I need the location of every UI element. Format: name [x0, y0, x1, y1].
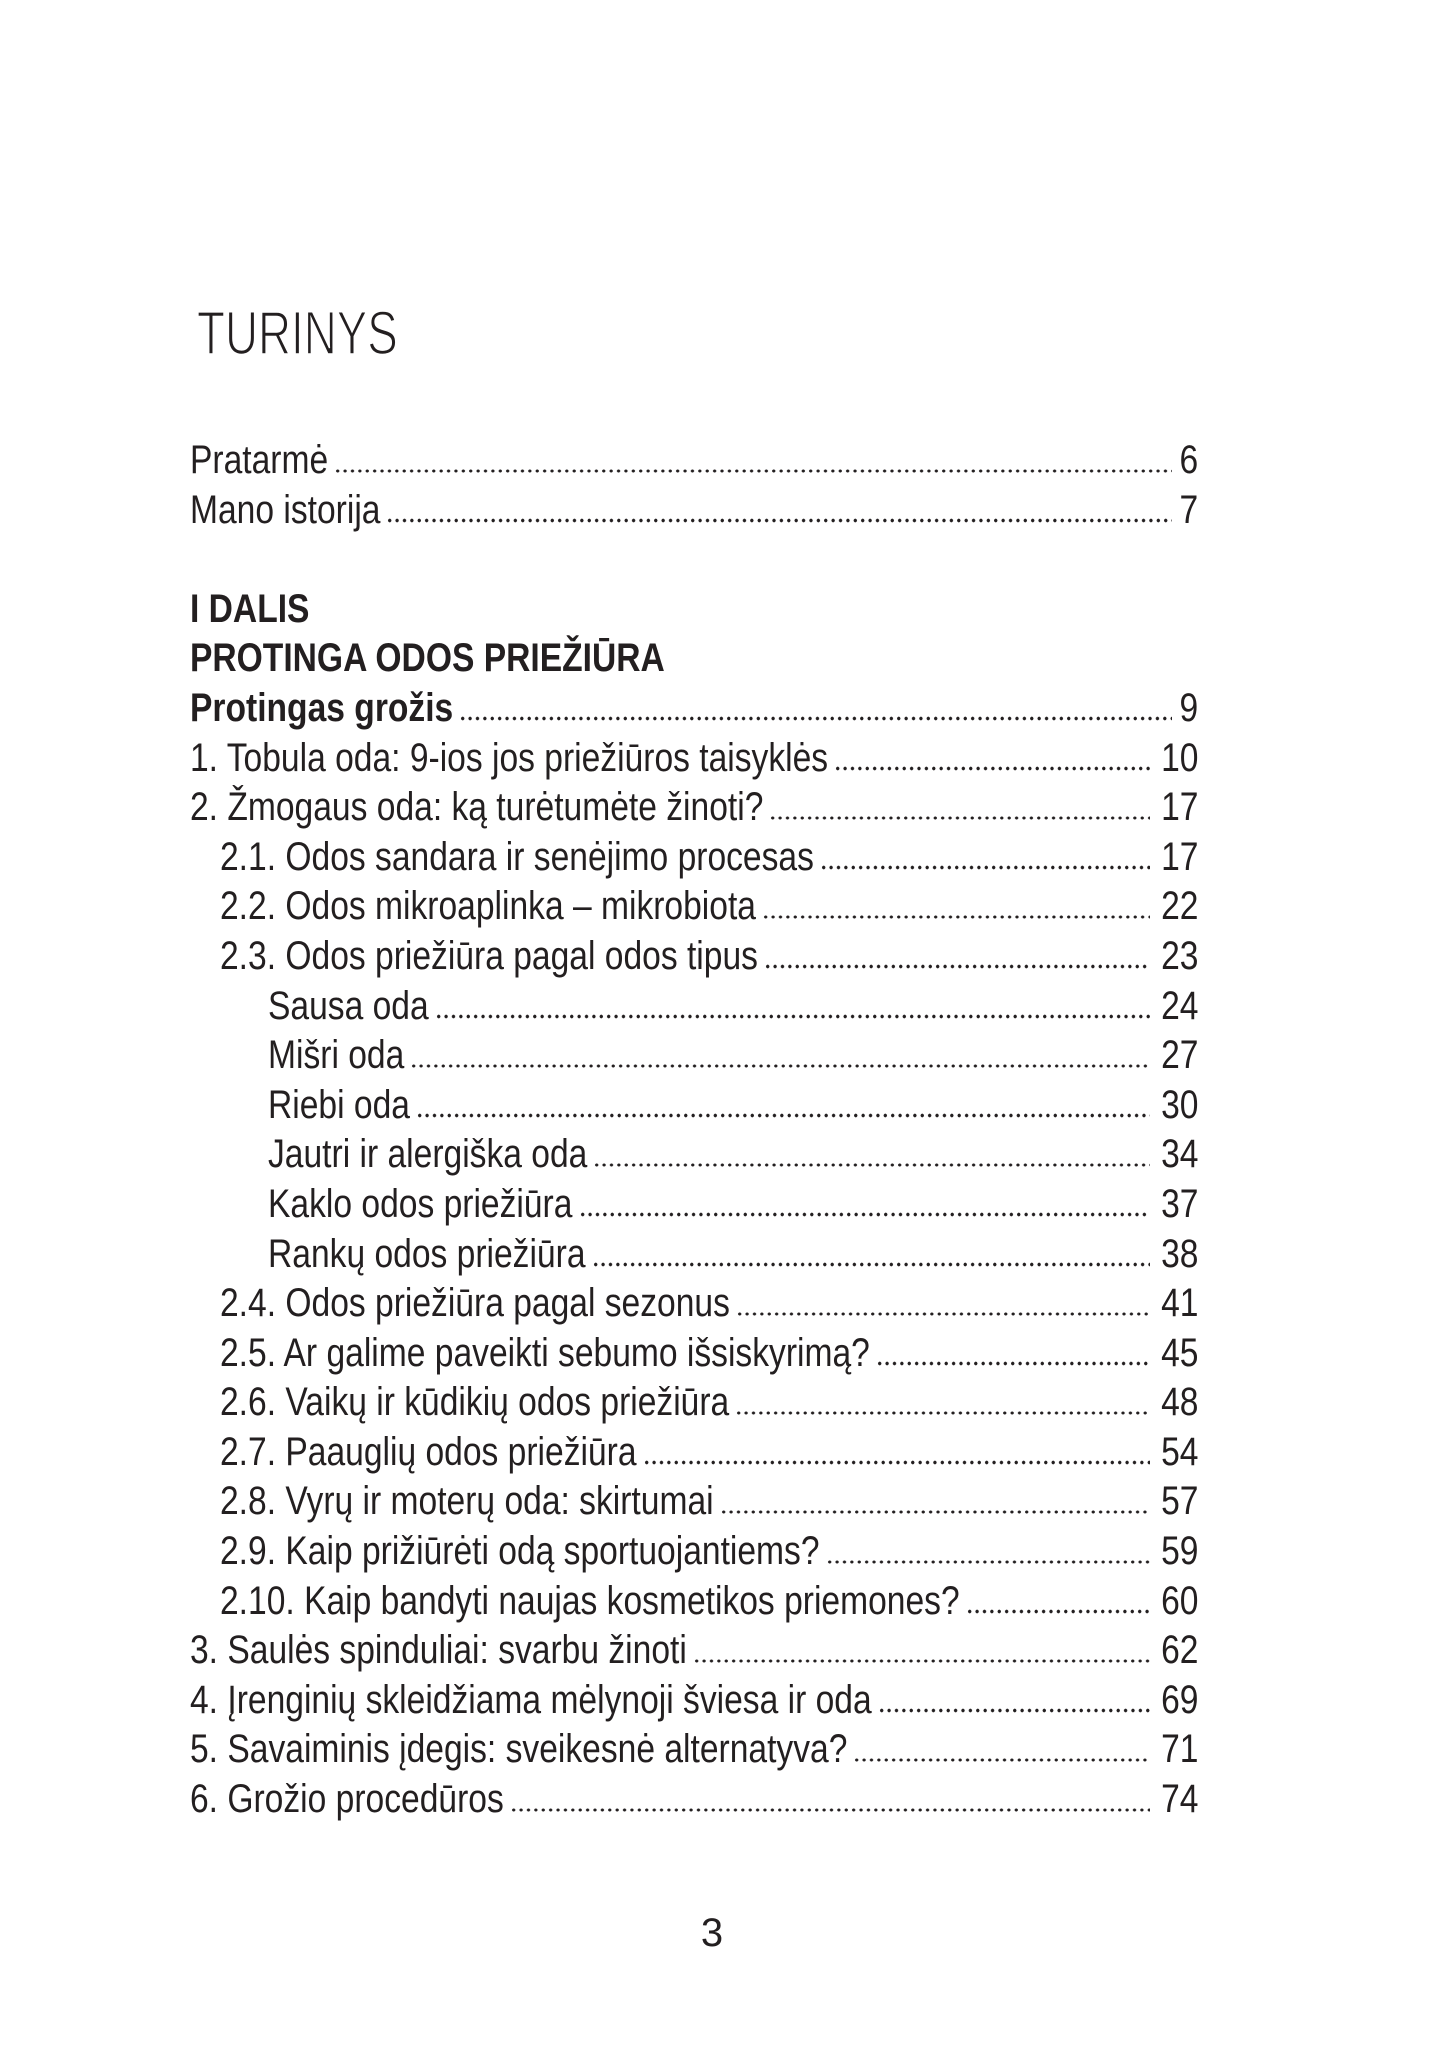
toc-entry-page: 10	[1160, 735, 1198, 780]
toc-entry-label: 2.7. Paauglių odos priežiūra	[220, 1429, 637, 1474]
toc-entry	[190, 1725, 1198, 1775]
toc-entry-label: Jautri ir alergiška oda	[268, 1132, 588, 1177]
toc-entry-label: 2.9. Kaip prižiūrėti odą sportuojantiems?	[220, 1529, 820, 1574]
toc-entry	[190, 1428, 1198, 1478]
toc-entry	[190, 1477, 1198, 1527]
toc-entry-page: 30	[1160, 1082, 1198, 1127]
toc-entry-label: 2.1. Odos sandara ir senėjimo procesas	[220, 834, 814, 879]
toc-entry-label: Rankų odos priežiūra	[268, 1231, 586, 1276]
toc-entry-label: 3. Saulės spinduliai: svarbu žinoti	[190, 1628, 687, 1673]
toc-entry-page: 23	[1160, 933, 1198, 978]
toc-entry	[190, 1130, 1198, 1180]
toc-entry-label: 2.5. Ar galime paveikti sebumo išsiskyrimą?	[220, 1330, 870, 1375]
toc-entry-page: 37	[1160, 1181, 1198, 1226]
toc-entry-label: Pratarmė	[190, 438, 329, 482]
toc-entry-page: 17	[1160, 834, 1198, 879]
dot-leader	[878, 1708, 1150, 1713]
dot-leader	[736, 1312, 1150, 1317]
dot-leader	[643, 1460, 1150, 1465]
dot-leader	[693, 1659, 1150, 1664]
toc-entry	[190, 634, 1198, 684]
dot-leader	[762, 915, 1150, 920]
toc-entry-page: 54	[1160, 1429, 1198, 1474]
toc-entry	[190, 982, 1198, 1032]
toc-entry-page: 34	[1160, 1132, 1198, 1177]
dot-leader	[764, 964, 1150, 969]
dot-leader	[435, 1014, 1150, 1019]
toc-entry-label: Protingas grožis	[190, 685, 454, 730]
toc-entry-page: 45	[1160, 1330, 1198, 1375]
table-of-contents	[190, 436, 1198, 1825]
dot-leader	[735, 1411, 1149, 1416]
toc-entry	[190, 1031, 1198, 1081]
toc-entry-page: 69	[1160, 1677, 1198, 1722]
dot-leader	[579, 1212, 1150, 1217]
toc-entry-label: 2.3. Odos priežiūra pagal odos tipus	[220, 933, 758, 978]
toc-entry-page: 71	[1160, 1727, 1198, 1772]
toc-entry	[190, 585, 1198, 635]
dot-leader	[410, 1064, 1149, 1069]
dot-leader	[592, 1262, 1150, 1267]
page-title: TURINYS	[197, 298, 398, 367]
dot-leader	[416, 1113, 1150, 1118]
dot-leader	[966, 1609, 1150, 1614]
toc-entry-label: Mišri oda	[268, 1033, 405, 1078]
toc-entry	[190, 486, 1198, 536]
toc-entry-page: 24	[1160, 983, 1198, 1028]
toc-entry-label: 6. Grožio procedūros	[190, 1777, 504, 1822]
dot-leader	[386, 518, 1171, 523]
toc-entry	[190, 1676, 1198, 1726]
toc-entry	[190, 1081, 1198, 1131]
dot-leader	[720, 1510, 1150, 1515]
toc-entry-label: 2.6. Vaikų ir kūdikių odos priežiūra	[220, 1380, 730, 1425]
toc-entry-label: 2.4. Odos priežiūra pagal sezonus	[220, 1281, 730, 1326]
toc-entry	[190, 734, 1198, 784]
dot-leader	[876, 1361, 1150, 1366]
toc-entry	[190, 684, 1198, 734]
toc-entry	[190, 1626, 1198, 1676]
toc-entry-page: 27	[1160, 1033, 1198, 1078]
toc-entry-label: 2.8. Vyrų ir moterų oda: skirtumai	[220, 1479, 714, 1524]
dot-leader	[826, 1560, 1150, 1565]
toc-entry	[190, 1329, 1198, 1379]
dot-leader	[853, 1758, 1149, 1763]
toc-entry-label: Mano istorija	[190, 487, 381, 532]
toc-entry-label: 2. Žmogaus oda: ką turėtumėte žinoti?	[190, 785, 764, 830]
toc-entry-page: 7	[1179, 487, 1198, 532]
toc-entry-label: Kaklo odos priežiūra	[268, 1181, 573, 1226]
toc-entry-page: 57	[1160, 1479, 1198, 1524]
dot-leader	[593, 1163, 1149, 1168]
dot-leader	[834, 766, 1149, 771]
toc-entry	[190, 1527, 1198, 1577]
toc-entry-page: 62	[1160, 1628, 1198, 1673]
toc-entry-label: Riebi oda	[268, 1082, 410, 1127]
dot-leader	[510, 1808, 1150, 1813]
toc-entry-page: 48	[1160, 1380, 1198, 1425]
dot-leader	[820, 865, 1150, 870]
toc-entry-page: 60	[1160, 1578, 1198, 1623]
toc-entry	[190, 783, 1198, 833]
dot-leader	[334, 469, 1172, 474]
toc-entry-page: 41	[1160, 1281, 1198, 1326]
dot-leader	[769, 816, 1149, 821]
toc-entry	[190, 1577, 1198, 1627]
toc-entry-page: 59	[1160, 1529, 1198, 1574]
toc-entry-label: 2.2. Odos mikroaplinka – mikrobiota	[220, 884, 756, 929]
toc-entry-page: 22	[1160, 884, 1198, 929]
toc-entry	[190, 1180, 1198, 1230]
toc-entry-page: 6	[1179, 438, 1198, 482]
toc-entry	[190, 1230, 1198, 1280]
toc-entry	[190, 932, 1198, 982]
toc-entry-label: I DALIS	[190, 586, 310, 631]
toc-entry-label: PROTINGA ODOS PRIEŽIŪRA	[190, 636, 665, 681]
toc-entry-label: 2.10. Kaip bandyti naujas kosmetikos priemones?	[220, 1578, 960, 1623]
toc-entry-label: 1. Tobula oda: 9-ios jos priežiūros taisyklės	[190, 735, 829, 780]
toc-entry-page: 74	[1160, 1777, 1198, 1822]
toc-entry-page: 9	[1179, 685, 1198, 730]
toc-entry	[190, 436, 1198, 486]
toc-entry	[190, 1279, 1198, 1329]
toc-entry	[190, 1775, 1198, 1825]
toc-entry-page: 38	[1160, 1231, 1198, 1276]
dot-leader	[459, 716, 1171, 721]
toc-entry-label: 4. Įrenginių skleidžiama mėlynoji šviesa ir oda	[190, 1677, 872, 1722]
toc-entry	[190, 882, 1198, 932]
toc-entry-page: 17	[1160, 785, 1198, 830]
toc-entry-label: 5. Savaiminis įdegis: sveikesnė alternatyva?	[190, 1727, 848, 1772]
toc-entry-label: Sausa oda	[268, 983, 429, 1028]
toc-entry	[190, 1378, 1198, 1428]
toc-entry	[190, 833, 1198, 883]
page-number: 3	[700, 1911, 724, 1955]
